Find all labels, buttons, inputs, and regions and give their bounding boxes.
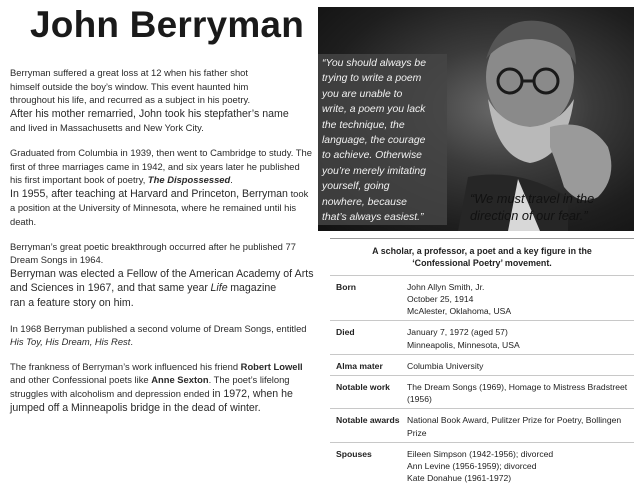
infobox-label: Born bbox=[336, 281, 357, 292]
quote-line: you are unable to bbox=[322, 88, 403, 100]
infobox-row bbox=[330, 354, 634, 375]
quote-line: nowhere, because bbox=[322, 196, 407, 208]
infobox-row bbox=[330, 375, 634, 408]
bio-paragraph-4: In 1968 Berryman published a second volume of Dream Songs, entitled His Toy, His Dream, His Rest. bbox=[10, 322, 307, 348]
infobox-label: Notable awards bbox=[336, 415, 400, 426]
book-title: The Dispossessed bbox=[147, 174, 231, 186]
infobox-label: Alma mater bbox=[336, 360, 383, 371]
infobox-label: Spouses bbox=[336, 448, 372, 459]
quote-line: the technique, the bbox=[322, 119, 405, 131]
infobox-value-line: McAlester, Oklahoma, USA bbox=[407, 306, 512, 317]
page-title: John Berryman bbox=[30, 4, 305, 45]
bio-paragraph-3: Berryman’s great poetic breakthrough occurred after he published 77 Dream Songs in 1964. Berryman was elected a Fellow of the American Academy of Arts and Sciences in 1967, and that same year Life magazine ran a feature story on him. bbox=[10, 240, 314, 309]
infobox-row bbox=[330, 442, 634, 487]
infobox-row bbox=[330, 408, 634, 441]
fear-quote: “We must travel in the direction of our fear.” bbox=[470, 191, 595, 223]
magazine-title: Life bbox=[210, 282, 228, 295]
person-name: Anne Sexton bbox=[151, 374, 209, 386]
quote-line: yourself, going bbox=[322, 181, 390, 193]
infobox-caption: A scholar, a professor, a poet and a key figure in the ‘Confessional Poetry’ movement. bbox=[372, 246, 592, 269]
infobox-value bbox=[407, 360, 634, 372]
infobox-value bbox=[407, 281, 634, 318]
infobox-value bbox=[407, 326, 634, 350]
infobox-value-line: Ann Levine (1956-1959); divorced bbox=[407, 461, 537, 472]
person-name: Robert Lowell bbox=[240, 360, 303, 372]
quote-line: “You should always be bbox=[322, 58, 426, 69]
bio-paragraph-2: Graduated from Columbia in 1939, then went to Cambridge to study. The first of three marriages came in 1942, and six years later he published his first important book of poetry, The Dispossessed. In 1955, after teaching at Harvard and Princeton, Berryman took a position at the University of Minnesota, where he remained until his death. bbox=[10, 146, 312, 227]
infobox-value-line: January 7, 1972 (aged 57) bbox=[407, 327, 508, 338]
quote-line: you’re merely imitating bbox=[322, 165, 426, 177]
infobox-value-line: Minneapolis, Minnesota, USA bbox=[407, 339, 520, 350]
infobox-value-line: Kate Donahue (1961-1972) bbox=[407, 473, 512, 484]
quote-line: write, a poem you lack bbox=[322, 104, 426, 116]
infobox-value-line: John Allyn Smith, Jr. bbox=[407, 281, 485, 292]
infobox-label: Died bbox=[336, 327, 355, 338]
infobox-value bbox=[407, 414, 634, 438]
infobox-row bbox=[330, 275, 634, 321]
bio-paragraph-5: The frankness of Berryman’s work influenced his friend Robert Lowell and other Confessional poets like Anne Sexton. The poet’s lifelong struggles with alcoholism and depression ended in 1972, when he jumped off a Minneapolis bridge in the dead of winter. bbox=[10, 360, 303, 415]
quote-line: that’s always easiest.” bbox=[322, 212, 424, 224]
bio-paragraph-1: Berryman suffered a great loss at 12 when his father shot himself outside the boy’s window. This event haunted him throughout his life, and recurred as a subject in his poetry. After his mother remarried, John took his stepfather’s name and lived in Massachusetts and New York City. bbox=[10, 67, 289, 134]
infobox-value bbox=[407, 381, 634, 405]
quote-line: to achieve. Otherwise bbox=[322, 150, 422, 162]
quote-line: trying to write a poem bbox=[322, 73, 422, 85]
infobox-value-line: Eileen Simpson (1942-1956); divorced bbox=[407, 448, 554, 459]
book-title: His Toy, His Dream, His Rest bbox=[10, 336, 131, 348]
infobox-value-line: The Dream Songs (1969), Homage to Mistress Bradstreet (1956) bbox=[407, 382, 628, 405]
quote-line: language, the courage bbox=[322, 135, 426, 147]
quote-box bbox=[318, 54, 447, 225]
infobox-value-line: October 25, 1914 bbox=[407, 294, 474, 305]
infobox-value-line: Columbia University bbox=[407, 360, 484, 371]
infobox bbox=[330, 238, 634, 487]
biography-text bbox=[10, 66, 314, 427]
infobox-value-line: National Book Award, Pulitzer Prize for Poetry, Bollingen Prize bbox=[407, 415, 622, 438]
infobox-label: Notable work bbox=[336, 382, 390, 393]
infobox-row bbox=[330, 320, 634, 353]
